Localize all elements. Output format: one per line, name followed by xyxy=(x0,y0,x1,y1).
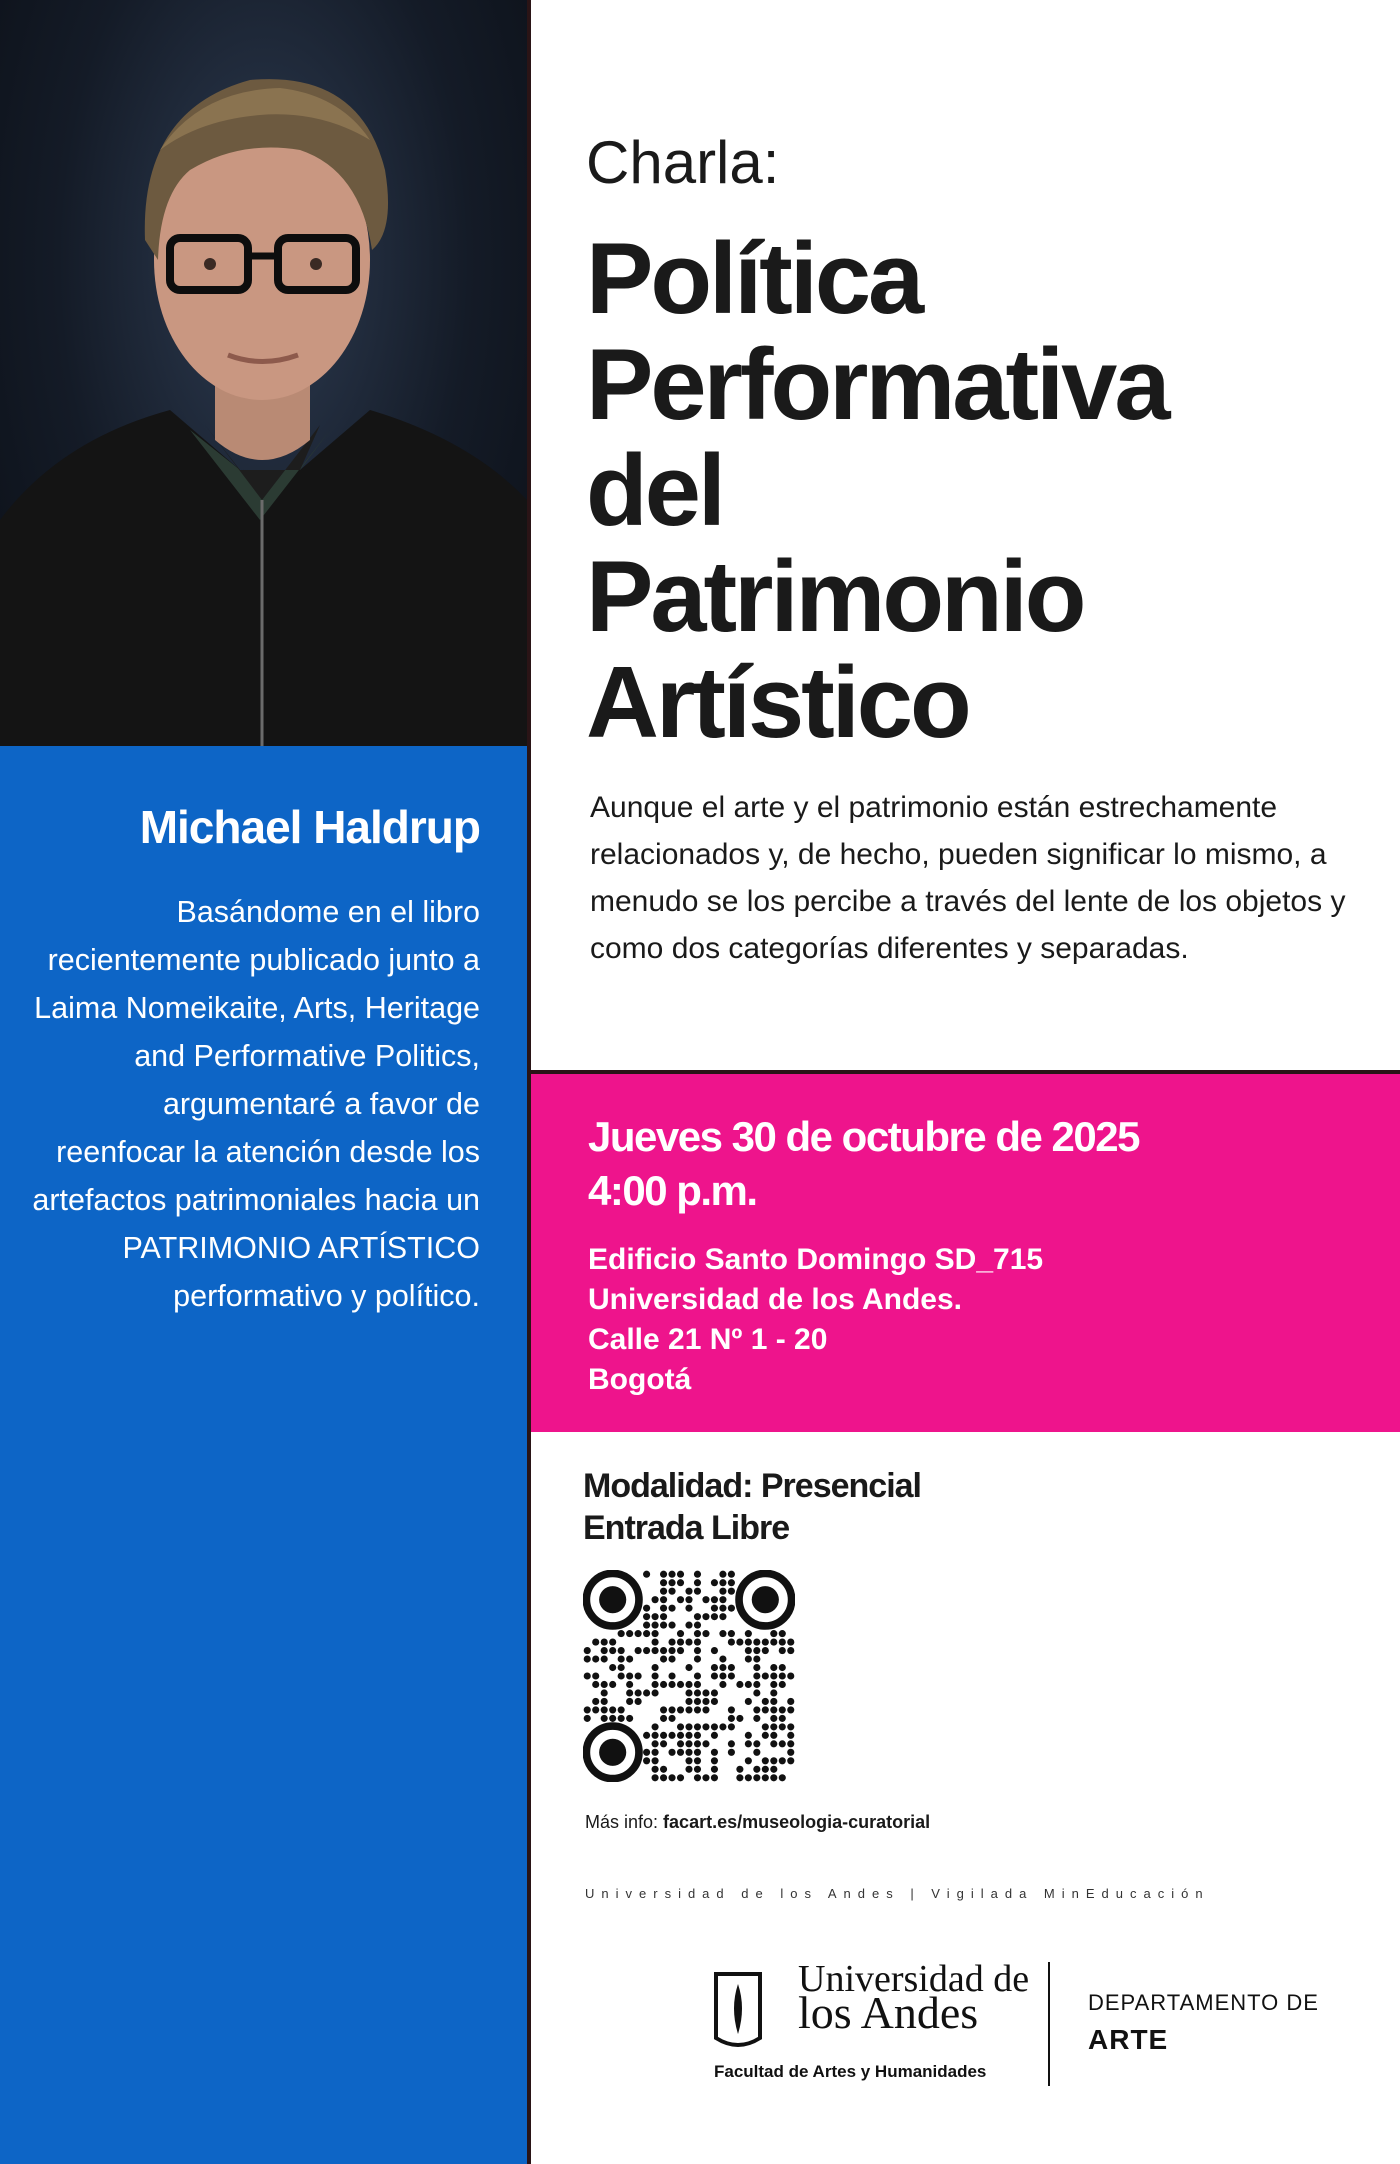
event-location xyxy=(588,1240,1043,1400)
event-datetime xyxy=(588,1110,1139,1218)
event-time: 4:00 p.m. xyxy=(588,1167,757,1214)
faculty-name: Facultad de Artes y Humanidades xyxy=(714,2062,987,2081)
speaker-bio: Basándome en el libro recientemente publicado junto a Laima Nomeikaite, Arts, Heritage and Performative Politics, argumentaré a favor de reenfocar la atención desde los artefactos patrimoniales hacia un PATRIMONIO ARTÍSTICO performativo y político. xyxy=(32,895,480,1313)
entry-text: Entrada Libre xyxy=(583,1509,790,1547)
title-line: Patrimonio xyxy=(586,541,1084,653)
event-title xyxy=(586,223,1168,759)
speaker-name: Michael Haldrup xyxy=(139,801,480,853)
location-line: Edificio Santo Domingo SD_715 xyxy=(588,1243,1044,1276)
event-date: Jueves 30 de octubre de 2025 xyxy=(588,1113,1139,1160)
event-description: Aunque el arte y el patrimonio están estrechamente relacionados y, de hecho, pueden significar lo mismo, a menudo se los percibe a través del lente de los objetos y como dos categorías diferentes y separadas. xyxy=(590,791,1346,965)
title-line: del xyxy=(586,435,723,547)
univ-line1: Universidad de xyxy=(798,1958,1030,2000)
university-wordmark xyxy=(798,1958,1030,2038)
event-kicker: Charla: xyxy=(586,129,780,196)
title-line: Política xyxy=(586,223,922,335)
more-info xyxy=(585,1812,930,1833)
univ-line2: los Andes xyxy=(798,1987,979,2038)
footer-tagline: Universidad de los Andes | Vigilada MinEducación xyxy=(585,1886,1210,1901)
more-info-label: Más info: xyxy=(585,1812,659,1832)
qr-code-icon[interactable] xyxy=(583,1570,795,1782)
logo-separator xyxy=(1048,1962,1050,2086)
speaker-photo xyxy=(0,0,527,746)
department-line2: ARTE xyxy=(1088,2024,1169,2055)
department-line1: DEPARTAMENTO DE xyxy=(1088,1990,1319,2015)
location-line: Calle 21 Nº 1 - 20 xyxy=(588,1323,828,1356)
location-line: Universidad de los Andes. xyxy=(588,1283,962,1316)
more-info-link[interactable]: facart.es/museologia-curatorial xyxy=(663,1812,931,1832)
title-line: Artístico xyxy=(586,647,969,759)
modality-text: Modalidad: Presencial xyxy=(583,1467,921,1505)
university-emblem-icon xyxy=(712,1968,764,2052)
event-modality xyxy=(583,1465,921,1549)
title-line: Performativa xyxy=(586,329,1168,441)
location-line: Bogotá xyxy=(588,1363,692,1396)
